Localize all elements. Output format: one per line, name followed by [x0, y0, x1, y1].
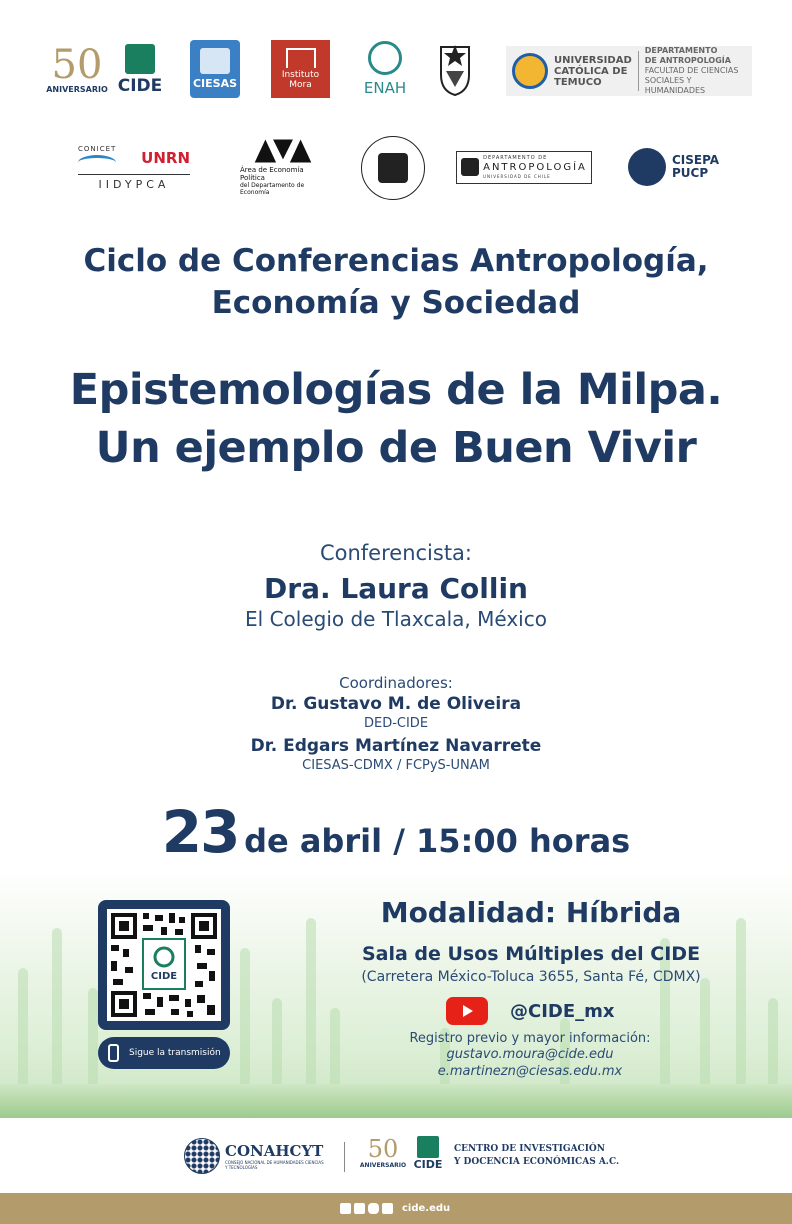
coordinators-label: Coordinadores:	[339, 674, 453, 692]
stream-button[interactable]	[98, 1037, 230, 1069]
coordinator-1-name: Dr. Gustavo M. de Oliveira	[270, 694, 522, 714]
website-link[interactable]: cide.edu	[402, 1203, 451, 1214]
cide-full-line2: Y DOCENCIA ECONÓMICAS A.C.	[454, 1157, 620, 1167]
ciesas-label: CIESAS	[192, 77, 238, 90]
phone-icon	[108, 1044, 119, 1062]
footer-aniversario-label: ANIVERSARIO	[359, 1162, 407, 1169]
uct-line2: CATÓLICA DE	[554, 65, 628, 77]
footer-aniversario-number: 50	[367, 1135, 399, 1163]
cycle-title-line2: Economía y Sociedad	[211, 285, 581, 321]
instagram-icon[interactable]	[368, 1203, 379, 1214]
talk-title-line2: Un ejemplo de Buen Vivir	[95, 423, 697, 473]
qr-code[interactable]	[98, 900, 230, 1030]
uct-dept-line1: DEPARTAMENTO	[644, 46, 718, 55]
uam-line2: del Departamento de Economía	[240, 182, 305, 196]
logo-conicet-unrn	[78, 142, 190, 194]
footer-logo-50-aniversario	[360, 1136, 406, 1176]
logo-cide	[116, 40, 164, 100]
uct-dept-line3: FACULTAD DE CIENCIAS	[644, 66, 739, 75]
coordinator-1-affiliation: DED-CIDE	[363, 716, 429, 731]
logo-antropologia-uchile	[460, 150, 588, 184]
cisepa-emblem-icon	[628, 148, 666, 186]
uam-line1: Área de Economía Política	[240, 166, 304, 182]
colegio-seal-icon	[361, 136, 425, 200]
enah-label: ENAH	[363, 79, 407, 97]
footer-cide-label: CIDE	[413, 1158, 443, 1171]
logo-escudo	[434, 40, 476, 98]
youtube-small-icon[interactable]	[382, 1203, 393, 1214]
address: (Carretera México-Toluca 3655, Santa Fé, CDMX)	[361, 969, 701, 985]
logo-conahcyt	[184, 1136, 334, 1176]
cide-full-line1: CENTRO DE INVESTIGACIÓN	[454, 1144, 605, 1154]
speaker-affiliation: El Colegio de Tlaxcala, México	[245, 607, 547, 631]
conicet-wave-icon	[78, 155, 116, 170]
registration-email-1[interactable]: gustavo.moura@cide.edu	[446, 1047, 614, 1062]
footer-cide-emblem-icon	[417, 1136, 439, 1158]
logo-cisepa-pucp	[628, 146, 724, 188]
logo-50-aniversario	[38, 38, 116, 100]
aniversario-number: 50	[51, 41, 103, 88]
footer-divider	[344, 1142, 345, 1172]
facebook-icon[interactable]	[340, 1203, 351, 1214]
logo-colegio-etnologos	[360, 135, 426, 201]
venue: Sala de Usos Múltiples del CIDE	[361, 943, 701, 965]
eagle-shield-icon	[435, 41, 475, 97]
stream-button-label: Sigue la transmisión	[129, 1048, 221, 1058]
youtube-icon	[446, 997, 488, 1025]
dept-antropologia-label: DEPARTAMENTO DE	[483, 154, 548, 161]
speaker-label: Conferencista:	[319, 541, 473, 565]
footer-logo-cide	[412, 1136, 444, 1176]
talk-title-line1: Epistemologías de la Milpa.	[69, 365, 723, 415]
uct-line3: TEMUCO	[554, 76, 602, 88]
uct-line1: UNIVERSIDAD	[554, 54, 632, 66]
speaker-name: Dra. Laura Collin	[264, 572, 528, 605]
event-date-day: 23	[161, 798, 239, 866]
uct-dept-line2: DE ANTROPOLOGÍA	[644, 56, 731, 65]
coordinator-2-affiliation: CIESAS-CDMX / FCPyS-UNAM	[302, 758, 490, 773]
conahcyt-emblem-icon	[184, 1138, 220, 1174]
logo-uam-economia	[240, 138, 326, 196]
logo-enah	[358, 38, 412, 100]
qr-code-icon	[107, 909, 221, 1021]
uct-dept-line4: SOCIALES Y HUMANIDADES	[644, 76, 706, 95]
footer-band	[0, 1193, 792, 1224]
cide-full-name	[454, 1143, 624, 1169]
logo-uc-temuco	[506, 46, 752, 96]
uchile-emblem-icon	[461, 158, 479, 176]
registration-email-2[interactable]: e.martinezn@ciesas.edu.mx	[437, 1064, 623, 1079]
conicet-label: CONICET	[78, 145, 117, 153]
ciesas-emblem-icon	[200, 48, 230, 74]
cisepa-line1: CISEPA	[672, 153, 720, 167]
logo-instituto-mora	[271, 40, 330, 98]
iidypca-label: IIDYPCA	[98, 178, 170, 191]
cide-label: CIDE	[117, 76, 163, 96]
enah-emblem-icon	[368, 41, 402, 75]
cisepa-line2: PUCP	[672, 166, 709, 180]
conahcyt-label: CONAHCYT	[225, 1142, 324, 1160]
modality-title: Modalidad: Híbrida	[380, 896, 682, 929]
mora-line2: Mora	[289, 80, 312, 90]
youtube-handle: @CIDE_mx	[510, 1000, 615, 1022]
mora-line1: Instituto	[281, 70, 320, 80]
event-date-rest: de abril / 15:00 horas	[244, 822, 631, 860]
cide-emblem-icon	[125, 44, 155, 74]
conahcyt-sub: CONSEJO NACIONAL DE HUMANIDADES CIENCIAS Y TECNOLOGÍAS	[225, 1160, 324, 1170]
event-date	[0, 798, 792, 866]
youtube-link[interactable]	[446, 996, 626, 1026]
qr-center-label: CIDE	[150, 971, 178, 982]
uam-emblem-icon	[244, 138, 322, 164]
coordinator-2-name: Dr. Edgars Martínez Navarrete	[250, 736, 542, 756]
uchile-label: UNIVERSIDAD DE CHILE	[483, 173, 551, 179]
registration-label: Registro previo y mayor información:	[409, 1031, 651, 1046]
cycle-title-line1: Ciclo de Conferencias Antropología,	[83, 243, 709, 279]
unrn-label: UNRN	[141, 148, 190, 167]
twitter-icon[interactable]	[354, 1203, 365, 1214]
uct-emblem-icon	[512, 53, 548, 89]
aniversario-label: ANIVERSARIO	[46, 84, 108, 94]
logo-ciesas	[190, 40, 240, 98]
mora-building-icon	[286, 48, 316, 68]
antropologia-label: ANTROPOLOGÍA	[483, 161, 587, 173]
